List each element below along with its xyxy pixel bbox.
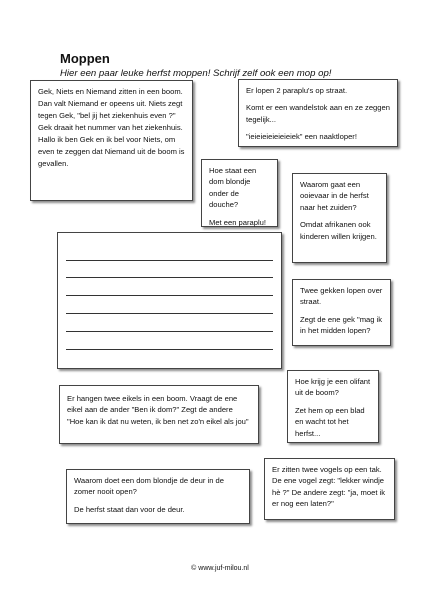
joke-card-ooievaar: [292, 173, 387, 263]
joke-card-paraplus: [238, 79, 398, 147]
joke-setup: Twee gekken lopen over straat.: [300, 286, 383, 307]
joke-card-olifant: [287, 370, 379, 443]
joke-text: Er hangen twee eikels in een boom. Vraagt de ene eikel aan de ander "Ben ik dom?" Zegt de andere "Hoe kan ik dat nu weten, ik ben net zo'n eikel als jou": [67, 394, 249, 426]
joke-text: Er zitten twee vogels op een tak. De ene vogel zegt: "lekker windje hè ?" De andere zegt: "ja, moet ik er nog een laten?": [272, 465, 386, 509]
joke-answer: De herfst staat dan voor de deur.: [74, 504, 185, 514]
joke-answer: Zet hem op een blad en wacht tot het herfst...: [295, 405, 365, 438]
joke-answer: Met een paraplu!: [209, 217, 266, 227]
joke-punchline: Zegt de ene gek "mag ik in het midden lopen?: [300, 314, 383, 336]
writing-line[interactable]: [66, 349, 273, 350]
writing-line[interactable]: [66, 313, 273, 314]
writing-line[interactable]: [66, 277, 273, 278]
writing-line[interactable]: [66, 331, 273, 332]
joke-text: Gek, Niets en Niemand zitten in een boom. Dan valt Niemand er opeens uit. Niets zegt tegen Gek, "bel jij het ziekenhuis even ?" Gek draait het nummer van het ziekenhuis. Hallo ik ben Gek en ik bel voor Niets, om even te zeggen dat Niemand uit de boom is gevallen.: [38, 87, 185, 168]
joke-question: Waarom doet een dom blondje de deur in de zomer nooit open?: [74, 476, 225, 497]
write-your-own-joke-area[interactable]: [57, 232, 282, 369]
joke-answer: Omdat afrikanen ook kinderen willen krijgen.: [300, 220, 377, 241]
joke-card-blondje-douche: [201, 159, 278, 227]
joke-text: Komt er een wandelstok aan en ze zeggen tegelijk...: [246, 103, 390, 124]
joke-card-twee-gekken: [292, 279, 391, 346]
joke-card-gek-niets-niemand: [30, 80, 193, 201]
page-subtitle: Hier een paar leuke herfst moppen! Schrijf zelf ook een mop op!: [60, 68, 332, 79]
writing-line[interactable]: [66, 295, 273, 296]
joke-punchline: "ieieieieieieieiek" een naaktloper!: [246, 132, 357, 142]
joke-question: Hoe krijg je een olifant uit de boom?: [295, 377, 371, 398]
joke-card-blondje-deur: [66, 469, 250, 524]
writing-line[interactable]: [66, 260, 273, 261]
joke-question: Waarom gaat een ooievaar in de herfst naar het zuiden?: [300, 180, 369, 212]
footer-credit: © www.juf-milou.nl: [191, 565, 249, 572]
joke-question: Hoe staat een dom blondje onder de douche?: [209, 166, 257, 210]
joke-card-twee-vogels: [264, 458, 395, 520]
joke-setup: Er lopen 2 paraplu's op straat.: [246, 86, 348, 95]
joke-card-eikels: [59, 385, 259, 444]
page-title: Moppen: [60, 51, 110, 66]
